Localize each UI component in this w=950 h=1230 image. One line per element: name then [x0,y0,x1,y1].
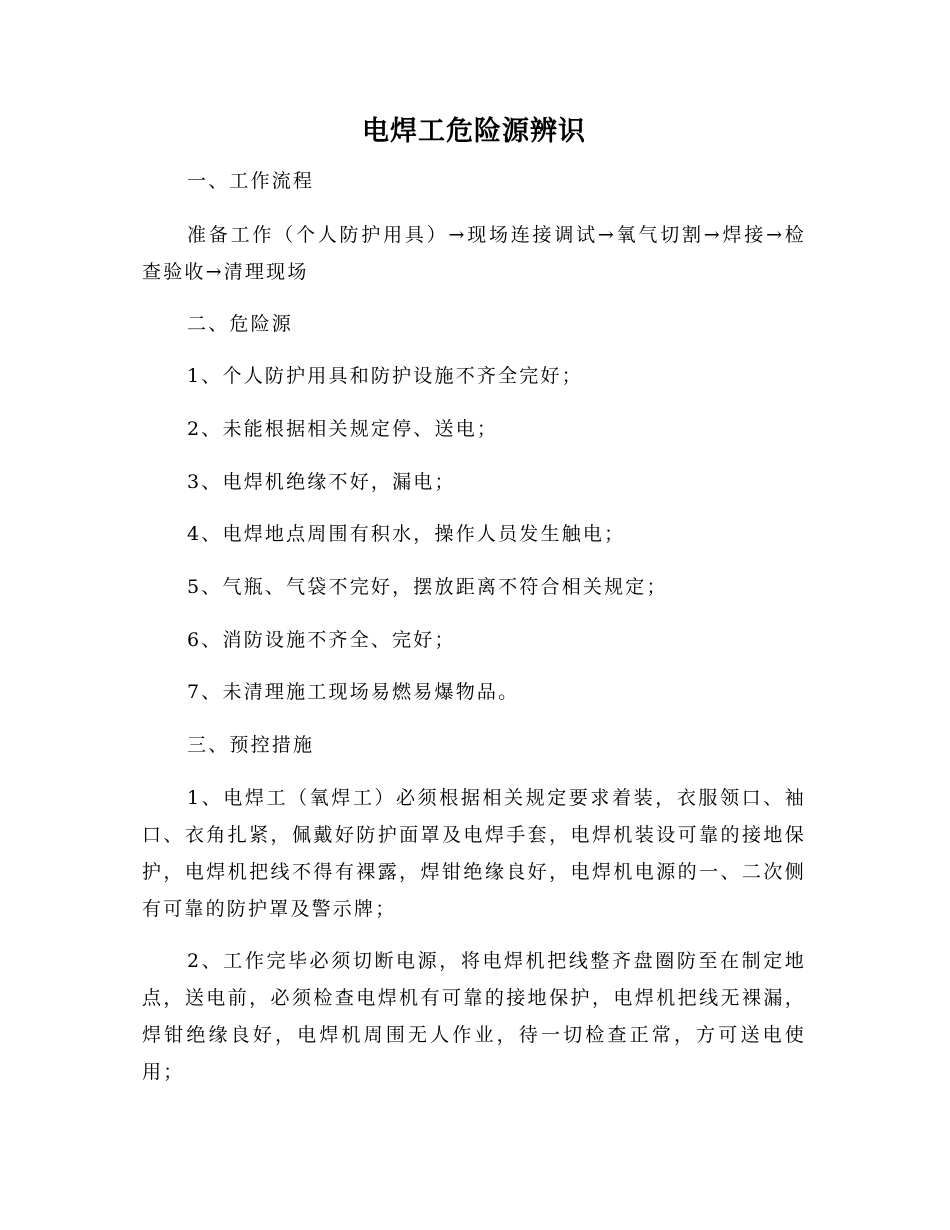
measure-item: 1、电焊工（氧焊工）必须根据相关规定要求着装，衣服领口、袖口、衣角扎紧，佩戴好防护面罩及电焊手套，电焊机装设可靠的接地保护，电焊机把线不得有裸露，焊钳绝缘良好，电焊机电源的一、二次侧有可靠的防护罩及警示牌； [142,787,806,920]
section-heading-workflow: 一、工作流程 [187,170,315,192]
workflow-paragraph: 准备工作（个人防护用具）→现场连接调试→氧气切割→焊接→检查验收→清理现场 [142,224,806,283]
measure-item: 2、工作完毕必须切断电源，将电焊机把线整齐盘圈防至在制定地点，送电前，必须检查电焊机有可靠的接地保护，电焊机把线无裸漏，焊钳绝缘良好，电焊机周围无人作业，待一切检查正常，方可送电使用； [142,950,806,1083]
section-heading-hazards: 二、危险源 [187,313,294,335]
document-title: 电焊工危险源辨识 [362,116,586,147]
hazard-item: 7、未清理施工现场易燃易爆物品。 [187,681,520,703]
section-heading-measures: 三、预控措施 [187,734,315,756]
hazard-item: 6、消防设施不齐全、完好； [187,629,456,651]
hazard-item: 1、个人防护用具和防护设施不齐全完好； [187,365,583,387]
hazard-item: 3、电焊机绝缘不好，漏电； [187,471,456,493]
hazard-item: 5、气瓶、气袋不完好，摆放距离不符合相关规定； [187,576,668,598]
hazard-item: 4、电焊地点周围有积水，操作人员发生触电； [187,523,626,545]
hazard-item: 2、未能根据相关规定停、送电； [187,418,499,440]
